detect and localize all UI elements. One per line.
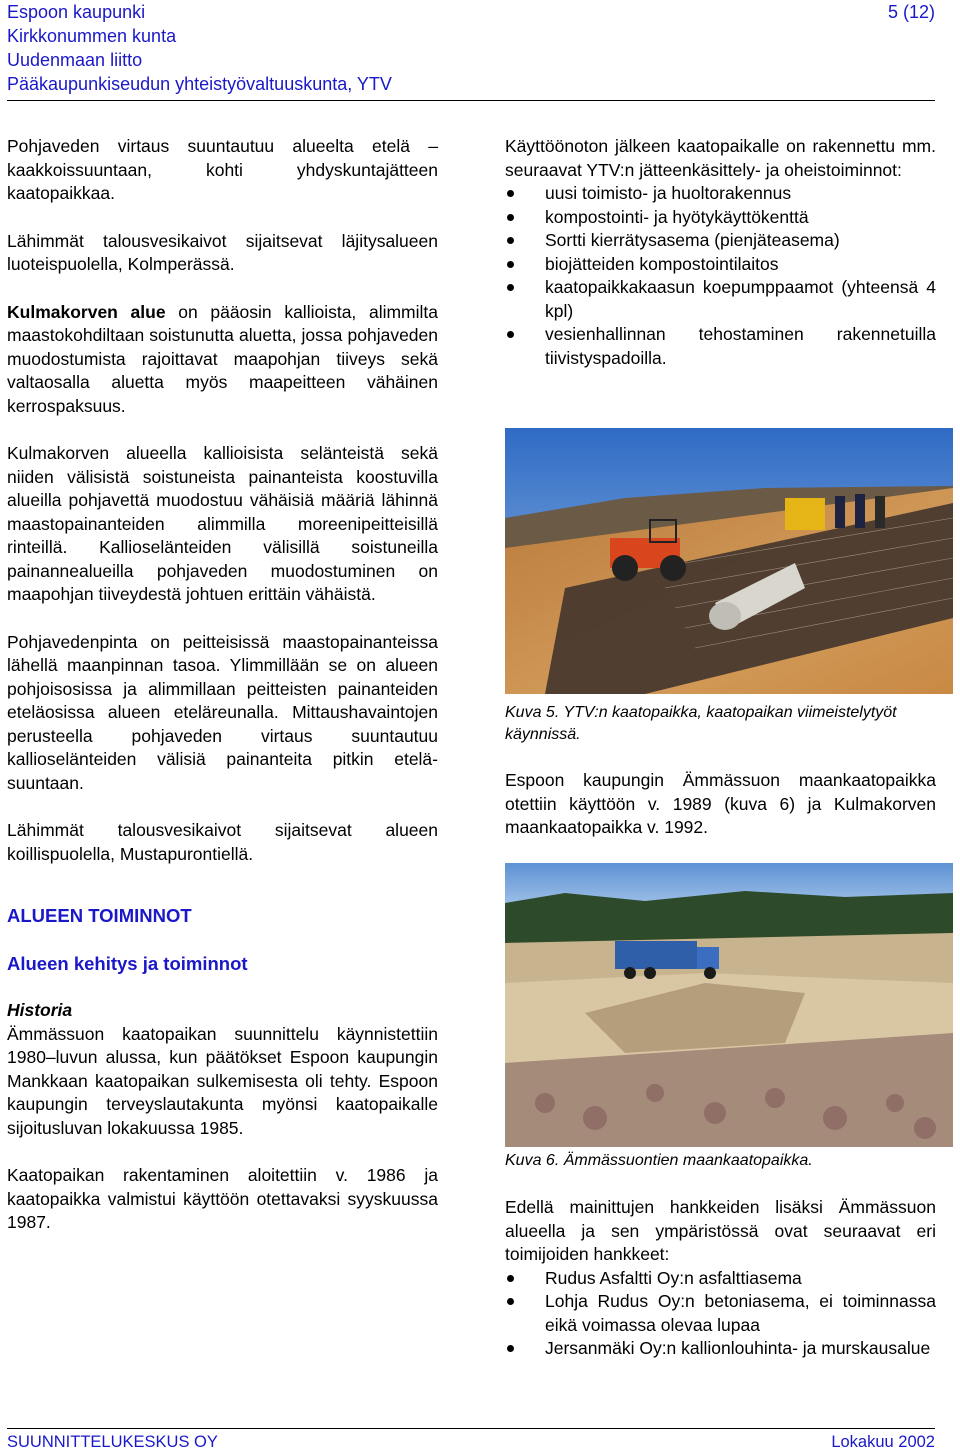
header-org-4: Pääkaupunkiseudun yhteistyövaltuuskunta, YTV xyxy=(7,74,392,94)
list-item: Jersanmäki Oy:n kallionlouhinta- ja murskausalue xyxy=(505,1337,936,1361)
figure-caption-6: Kuva 6. Ämmässuontien maankaatopaikka. xyxy=(505,1152,813,1169)
list-item: Rudus Asfaltti Oy:n asfalttiasema xyxy=(505,1267,936,1291)
paragraph: Pohjavedenpinta on peitteisissä maastopainanteissa lähellä maanpinnan tasoa. Ylimmillään se on alueen pohjoisosissa ja alimmillaan peitteisten painanteiden eteläosissa alueen eteläreunalla. Mittaushavaintojen perusteella pohjaveden virtaus suuntautuu kallioselänteiden välisiä painanteita pitkin eteläsuuntaan. xyxy=(7,631,438,793)
list-item: Lohja Rudus Oy:n betoniasema, ei toiminnassa eikä voimassa olevaa lupaa xyxy=(505,1290,936,1337)
paragraph: Lähimmät talousvesikaivot sijaitsevat alueen koillispuolella, Mustapurontiellä. xyxy=(7,820,438,864)
list-item: biojätteiden kompostointilaitos xyxy=(505,253,936,277)
header-org-1: Espoon kaupunki xyxy=(7,2,146,22)
paragraph-kulmakorven xyxy=(7,301,438,419)
list-item: vesienhallinnan tehostaminen rakennetuilla tiivistyspadoilla. xyxy=(505,323,936,370)
paragraph: Käyttöönoton jälkeen kaatopaikalle on rakennettu mm. seuraavat YTV:n jätteenkäsittely- ja oheistoiminnot: xyxy=(505,136,936,180)
earth-landfill-truck-photo xyxy=(505,863,953,1147)
landfill-construction-photo xyxy=(505,428,953,694)
footer-company: SUUNNITTELUKESKUS OY xyxy=(7,1433,218,1451)
right-column-top xyxy=(505,135,936,370)
page-number: 5 (12) xyxy=(887,2,935,22)
paragraph: Kaatopaikan rakentaminen aloitettiin v. 1986 ja kaatopaikka valmistui käyttöön otettavaksi syyskuussa 1987. xyxy=(7,1165,438,1232)
list-item: kompostointi- ja hyötykäyttökenttä xyxy=(505,206,936,230)
functions-list xyxy=(505,182,936,370)
term-kulmakorven-alue: Kulmakorven alue xyxy=(7,301,166,322)
list-item: uusi toimisto- ja huoltorakennus xyxy=(505,182,936,206)
projects-list xyxy=(505,1267,936,1361)
paragraph: Espoon kaupungin Ämmässuon maankaatopaikka otettiin käyttöön v. 1989 (kuva 6) ja Kulmakorven maankaatopaikka v. 1992. xyxy=(505,770,936,837)
header-org-3: Uudenmaan liitto xyxy=(7,50,143,70)
list-item: kaatopaikkakaasun koepumppaamot (yhteensä 4 kpl) xyxy=(505,276,936,323)
history-heading: Historia xyxy=(7,1000,73,1020)
list-item: Sortti kierrätysasema (pienjäteasema) xyxy=(505,229,936,253)
header-org-2: Kirkkonummen kunta xyxy=(7,26,177,46)
paragraph: Ämmässuon kaatopaikan suunnittelu käynnistettiin 1980–luvun alussa, kun päätökset Espoon kaupungin Mankkaan kaatopaikan sulkemisesta oli tehty. Espoon kaupungin terveyslautakunta myönsi kaatopaikalle sijoitusluvan lokakuussa 1985. xyxy=(7,1023,438,1138)
paragraph: Edellä mainittujen hankkeiden lisäksi Ämmässuon alueella ja sen ympäristössä ovat seuraavat eri toimijoiden hankkeet: xyxy=(505,1197,936,1264)
footer-divider xyxy=(7,1428,935,1429)
section-heading: ALUEEN TOIMINNOT xyxy=(7,905,192,926)
header-organizations xyxy=(7,0,392,96)
paragraph-text: on pääosin kallioista, alimmilta maastokohdiltaan soistunutta aluetta, jossa pohjaveden muodostumista rajoittavat maapohjan tiiveys sekä valtaosalla aluetta myös maapeitteen vähäinen kerrospaksuus. xyxy=(7,301,438,416)
right-column-bottom xyxy=(505,1196,936,1361)
paragraph: Kulmakorven alueella kallioisista selänteistä sekä niiden välisistä soistuneista painanteista koostuvilla alueilla pohjavettä muodostuu vähäisiä määriä lähinnä maastopainanteiden alimmilla moreenipeitteisillä rinteillä. Kallioselänteiden välisillä soistuneilla painannealueilla pohjaveden muodostuminen on maapohjan tiiveydestä johtuen erittäin vähäistä. xyxy=(7,443,438,604)
figure-caption-5: Kuva 5. YTV:n kaatopaikka, kaatopaikan viimeistelytyöt käynnissä. xyxy=(505,704,897,743)
paragraph: Pohjaveden virtaus suuntautuu alueelta etelä – kaakkoissuuntaan, kohti yhdyskuntajätteen kaatopaikkaa. xyxy=(7,136,438,203)
header-divider xyxy=(7,100,935,101)
paragraph: Lähimmät talousvesikaivot sijaitsevat läjitysalueen luoteispuolella, Kolmperässä. xyxy=(7,230,438,274)
left-column xyxy=(7,135,438,1259)
subsection-heading: Alueen kehitys ja toiminnot xyxy=(7,952,248,974)
footer-date: Lokakuu 2002 xyxy=(831,1433,935,1451)
